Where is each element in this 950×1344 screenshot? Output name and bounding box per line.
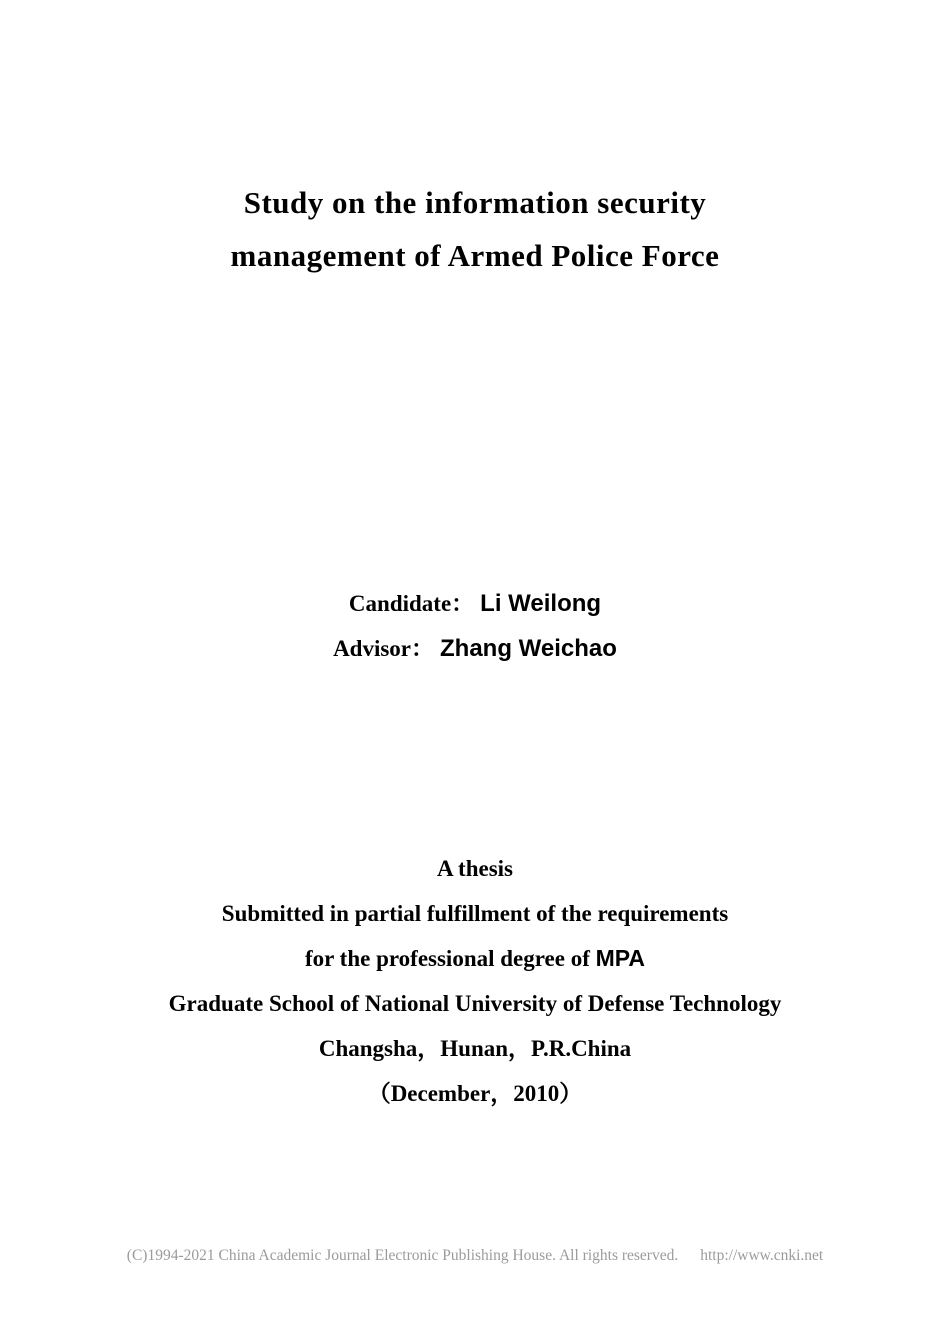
thesis-info-line3 [0,936,950,981]
advisor-label: Advisor： [333,636,435,661]
thesis-info-line4: Graduate School of National University of Defense Technology [168,991,782,1016]
thesis-info-line2: Submitted in partial fulfillment of the requirements [221,901,729,926]
thesis-info-line5: Changsha，Hunan，P.R.China [318,1036,632,1061]
degree-name: MPA [595,945,646,971]
copyright-footer [0,1247,950,1265]
degree-line-prefix: for the professional degree of [304,946,596,971]
thesis-info-line6: （December，2010） [367,1081,583,1106]
thesis-title [0,176,950,282]
thesis-title-line2: management of Armed Police Force [230,238,720,273]
candidate-label: Candidate： [348,591,475,616]
candidate-name: Li Weilong [480,590,602,617]
candidate-line [0,583,950,628]
people-block [0,583,950,673]
thesis-info-line1: A thesis [436,856,514,881]
advisor-name: Zhang Weichao [440,635,617,662]
thesis-title-line1: Study on the information security [243,185,707,220]
thesis-info-block [0,846,950,1116]
copyright-text: (C)1994-2021 China Academic Journal Electronic Publishing House. All rights reserved. [126,1247,679,1264]
advisor-line [0,628,950,673]
cnki-url: http://www.cnki.net [700,1247,824,1264]
